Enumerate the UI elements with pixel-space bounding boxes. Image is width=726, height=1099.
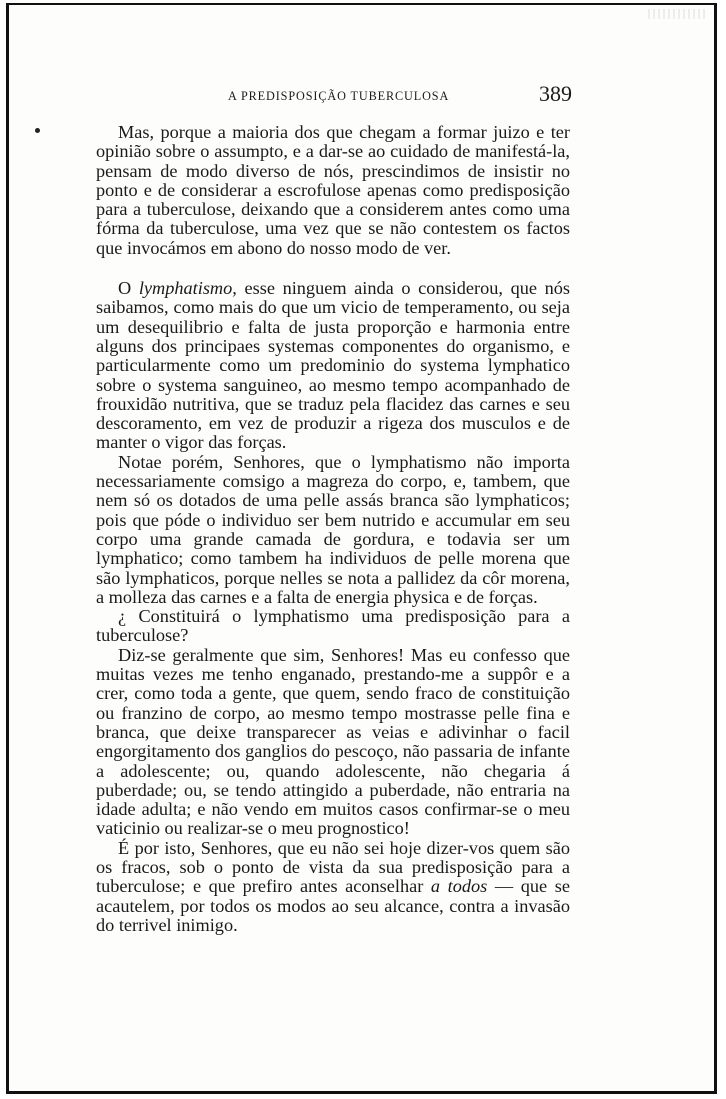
page-number: 389 <box>539 81 572 106</box>
paragraph-3: Notae porém, Senhores, que o lymphatismo não importa necessariamente comsigo a magreza do corpo, e, tambem, que nem só os dotados de uma pelle assás branca são lymphaticos; pois que póde o individuo ser bem nutrido e accumular em seu corpo uma grande camada de gordura, e todavia ser um lymphatico; como tambem ha individuos de pelle morena que são lymphaticos, porque nelles se nota a pallidez da côr morena, a molleza das carnes e a falta de energia physica e de forças. <box>96 451 570 607</box>
paragraph-5: Diz-se geralmente que sim, Senhores! Mas eu confesso que muitas vezes me tenho enganado, prestando-me a suppôr e a crer, como toda a gente, que quem, sendo fraco de constituição ou franzino de corpo, ao mesmo tempo mostrasse pelle fina e branca, que deixe transparecer as veias e adivinhar o facil engorgitamento dos ganglios do pescoço, não passaria de infante a adolescente; ou, quando adolescente, não chegaria á puberdade; ou, se tendo attingido a puberdade, não entraria na idade adulta; e não vendo em muitos casos confirmar-se o meu vaticinio ou realizar-se o meu prognostico! <box>96 644 570 839</box>
paragraph-2-before: O <box>118 278 139 299</box>
paragraph-6-after: — que se acautelem, por todos os modos ao seu alcance, contra a invasão do terrivel inimigo. <box>96 876 570 935</box>
paragraph-1: Mas, porque a maioria dos que chegam a formar juizo e ter opinião sobre o assumpto, e a dar-se ao cuidado de manifestá-la, pensam de modo diverso de nós, prescindimos de insistir no ponto e de considerar a escrofulose apenas como predisposição para a tuberculose, deixando que a considerem antes como uma fórma da tuberculose, uma vez que se não contestem os factos que invocámos em abono do nosso modo de ver. <box>96 122 570 258</box>
body-text <box>96 123 570 935</box>
paragraph-4: ¿ Constituirá o lymphatismo uma predisposição para a tuberculose? <box>96 606 570 646</box>
running-head: A PREDISPOSIÇÃO TUBERCULOSA <box>228 89 450 103</box>
page-header <box>0 79 726 106</box>
paragraph-2-after: esse ninguem ainda o considerou, que nós saibamos, como mais do que um vicio de temperamento, ou seja um desequilibrio e falta de justa proporção e harmonia entre alguns dos principaes systemas componentes do organismo, e particularmente como um predominio do systema lymphatico sobre o systema sanguineo, ao mesmo tempo acompanhado de frouxidão nutritiva, que se traduz pela flacidez das carnes e seu descoramento, em vez de produzir a rigeza dos musculos e de manter o vigor das forças. <box>96 278 570 453</box>
paragraph-2 <box>96 279 570 453</box>
paragraph-2-emphasis: lymphatismo, <box>138 278 237 299</box>
paragraph-6-emphasis: a todos <box>430 876 488 897</box>
scan-speckle <box>648 9 708 19</box>
paragraph-6 <box>96 839 570 935</box>
paragraph-6-before: É por isto, Senhores, que eu não sei hoje dizer-vos quem são os fracos, sob o ponto de vista da sua predisposição para a tuberculose; e que prefiro antes aconselhar <box>96 837 570 897</box>
margin-mark <box>35 128 40 133</box>
